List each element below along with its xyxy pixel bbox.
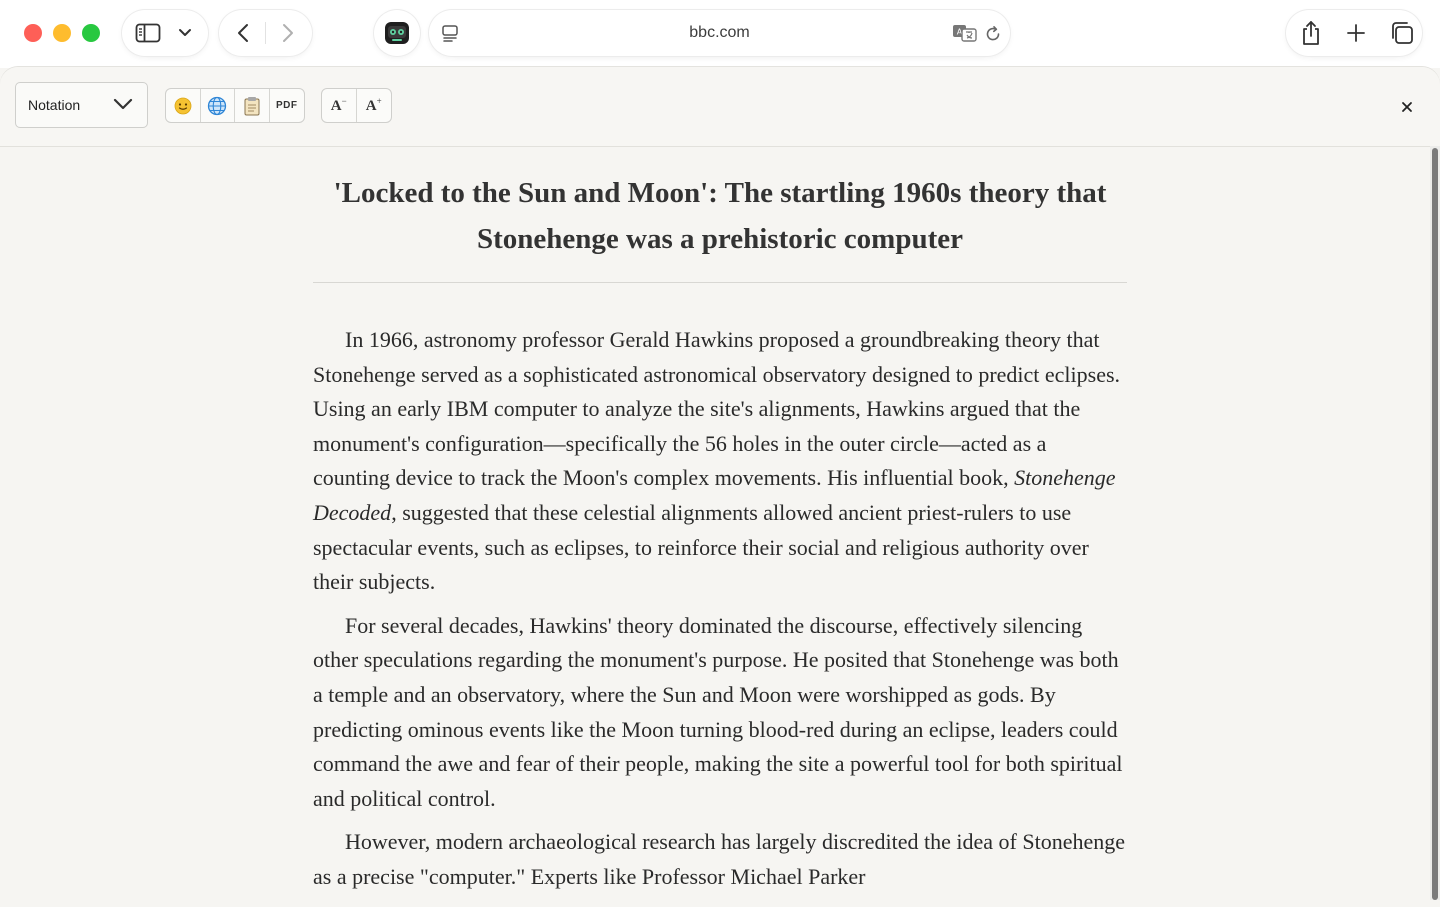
scrollbar-thumb[interactable] bbox=[1432, 148, 1438, 900]
new-tab-button[interactable] bbox=[1344, 21, 1368, 45]
robot-extension-icon bbox=[383, 19, 411, 47]
notepad-icon bbox=[243, 96, 261, 116]
sidebar-toggle-button[interactable] bbox=[134, 21, 162, 45]
notation-select-value: Notation bbox=[28, 97, 81, 113]
close-icon bbox=[1401, 101, 1413, 113]
forward-button[interactable] bbox=[276, 21, 300, 45]
chevron-right-icon bbox=[281, 22, 295, 44]
reload-icon bbox=[984, 25, 1002, 43]
tabs-icon bbox=[1390, 21, 1414, 45]
reader-window bbox=[0, 67, 1440, 907]
close-reader-button[interactable] bbox=[1397, 97, 1417, 117]
navigation-controls bbox=[219, 10, 312, 56]
zoom-window-button[interactable] bbox=[82, 24, 100, 42]
emoji-button[interactable] bbox=[166, 89, 201, 122]
tab-overview-button[interactable] bbox=[1389, 20, 1415, 46]
tab-actions bbox=[1286, 10, 1422, 56]
chevron-down-icon bbox=[178, 28, 192, 38]
book-title: Stonehenge Decoded bbox=[313, 465, 1116, 525]
share-button[interactable] bbox=[1298, 20, 1324, 46]
translate-button[interactable] bbox=[951, 22, 979, 44]
article-paragraph: In 1966, astronomy professor Gerald Hawkins proposed a groundbreaking theory that Stonehenge served as a sophisticated astronomical observatory designed to predict eclipses. Using an early IBM computer to analyze the site's alignments, Hawkins argued that the monument's configuration—specifically the 56 holes in the outer circle—acted as a counting device to track the Moon's complex movements. His influential book, Stonehenge Decoded, suggested that these celestial alignments allowed ancient priest-rulers to use spectacular events, such as eclipses, to reinforce their social and religious authority over their subjects. bbox=[313, 327, 1121, 595]
increase-font-label: A+ bbox=[365, 96, 382, 114]
back-button[interactable] bbox=[231, 21, 255, 45]
svg-text:A: A bbox=[956, 27, 963, 37]
sidebar-menu-button[interactable] bbox=[176, 25, 194, 41]
decrease-font-label: A− bbox=[330, 96, 347, 114]
minimize-window-button[interactable] bbox=[53, 24, 71, 42]
chevron-down-icon bbox=[113, 97, 133, 111]
article bbox=[313, 146, 1127, 904]
pdf-label: PDF bbox=[275, 100, 298, 111]
font-size-group bbox=[321, 88, 392, 123]
browser-toolbar bbox=[0, 0, 1440, 68]
close-window-button[interactable] bbox=[24, 24, 42, 42]
notation-select[interactable] bbox=[15, 82, 148, 128]
sidebar-icon bbox=[135, 23, 161, 43]
nav-divider bbox=[265, 22, 266, 44]
address-bar[interactable] bbox=[429, 10, 1010, 56]
reader-tools-group bbox=[165, 88, 305, 123]
chevron-left-icon bbox=[236, 22, 250, 44]
article-paragraph: However, modern archaeological research has largely discredited the idea of Stonehenge as a precise "computer." Experts like Professor Michael Parker bbox=[313, 829, 1125, 889]
article-title: 'Locked to the Sun and Moon': The startling 1960s theory that Stonehenge was a prehistoric computer bbox=[313, 170, 1127, 283]
plus-icon bbox=[1346, 23, 1366, 43]
reload-button[interactable] bbox=[982, 23, 1004, 45]
url-text[interactable]: bbc.com bbox=[689, 24, 750, 41]
reader-toolbar bbox=[0, 67, 1440, 147]
article-paragraph: For several decades, Hawkins' theory dominated the discourse, effectively silencing other speculations regarding the monument's purpose. He posited that Stonehenge was both a temple and an observatory, where the Sun and Moon were worshipped as gods. By predicting ominous events like the Moon turning blood-red during an eclipse, leaders could command the awe and fear of their people, making the site a powerful tool for both spiritual and political control. bbox=[313, 612, 1123, 811]
translate-icon bbox=[952, 23, 978, 43]
increase-font-button[interactable] bbox=[357, 89, 392, 122]
notes-button[interactable] bbox=[235, 89, 270, 122]
pdf-button[interactable] bbox=[270, 89, 304, 122]
globe-icon bbox=[207, 96, 227, 116]
share-icon bbox=[1300, 20, 1322, 46]
extension-button[interactable] bbox=[374, 10, 420, 56]
translate-page-button[interactable] bbox=[201, 89, 236, 122]
emoji-icon bbox=[174, 97, 192, 115]
sidebar-control bbox=[122, 10, 208, 56]
decrease-font-button[interactable] bbox=[322, 89, 357, 122]
article-body bbox=[313, 323, 1127, 895]
